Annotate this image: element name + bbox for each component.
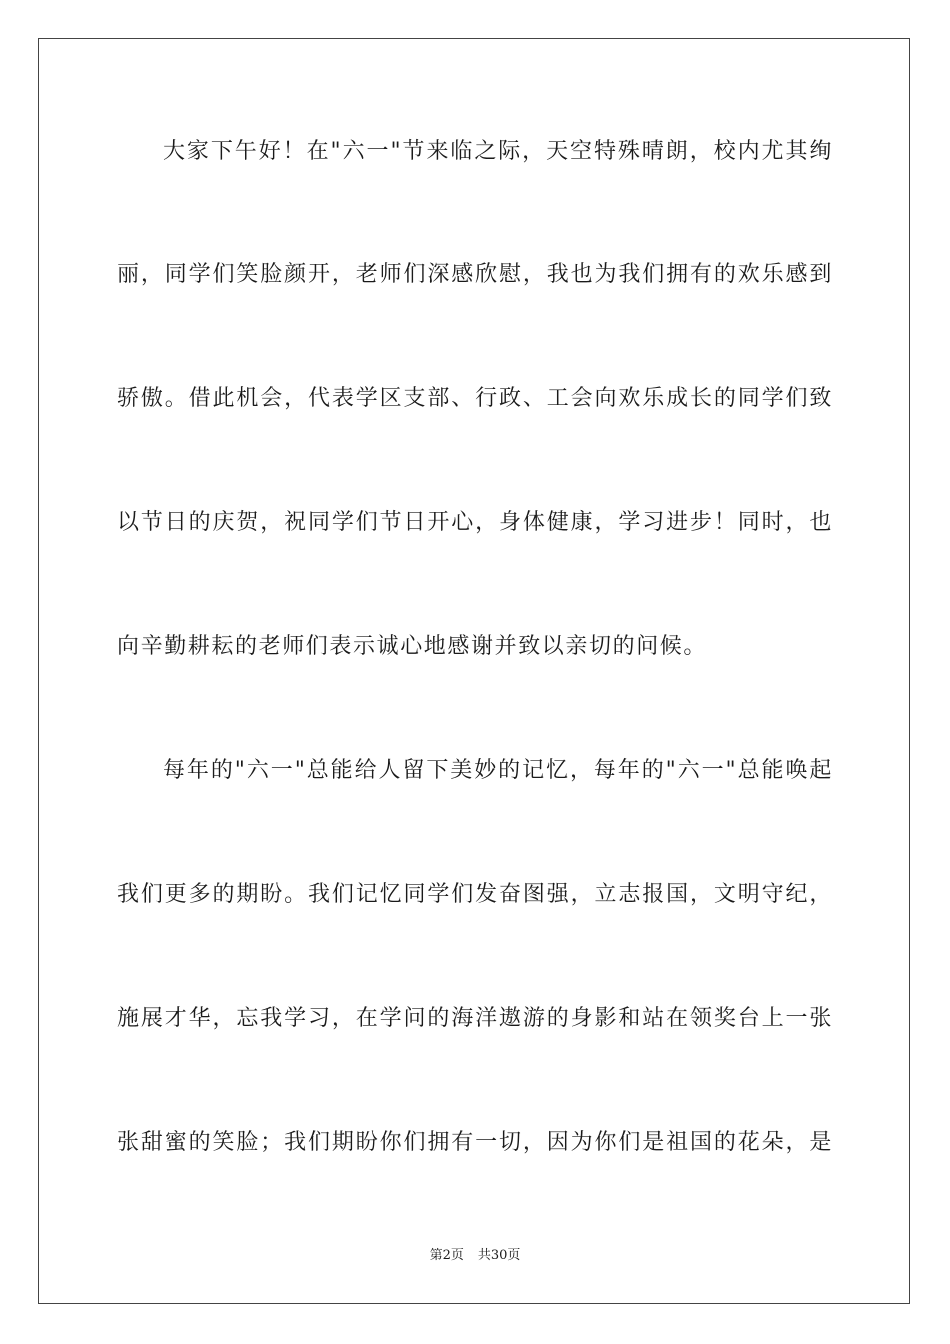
- paragraph-1-line-5: 向辛勤耕耘的老师们表示诚心地感谢并致以亲切的问候。: [117, 634, 708, 659]
- paragraph-1-line-3: 骄傲。借此机会，代表学区支部、行政、工会向欢乐成长的同学们致: [117, 386, 833, 411]
- paragraph-1-line-1: 大家下午好！在"六一"节来临之际，天空特殊晴朗，校内尤其绚: [163, 139, 833, 164]
- paragraph-1-line-2: 丽，同学们笑脸颜开，老师们深感欣慰，我也为我们拥有的欢乐感到: [117, 262, 833, 287]
- page-footer: [0, 1247, 950, 1265]
- page-total: 共30页: [477, 1248, 521, 1263]
- paragraph-2-line-3: 施展才华，忘我学习，在学问的海洋遨游的身影和站在领奖台上一张: [117, 1006, 833, 1031]
- page-number: 第2页: [429, 1248, 464, 1263]
- paragraph-2-line-4: 张甜蜜的笑脸；我们期盼你们拥有一切，因为你们是祖国的花朵，是: [117, 1130, 833, 1155]
- paragraph-2-line-1: 每年的"六一"总能给人留下美妙的记忆，每年的"六一"总能唤起: [163, 758, 833, 783]
- page-frame: [38, 38, 910, 1304]
- paragraph-1-line-4: 以节日的庆贺，祝同学们节日开心，身体健康，学习进步！同时，也: [117, 510, 833, 535]
- paragraph-2-line-2: 我们更多的期盼。我们记忆同学们发奋图强，立志报国，文明守纪，: [117, 882, 833, 907]
